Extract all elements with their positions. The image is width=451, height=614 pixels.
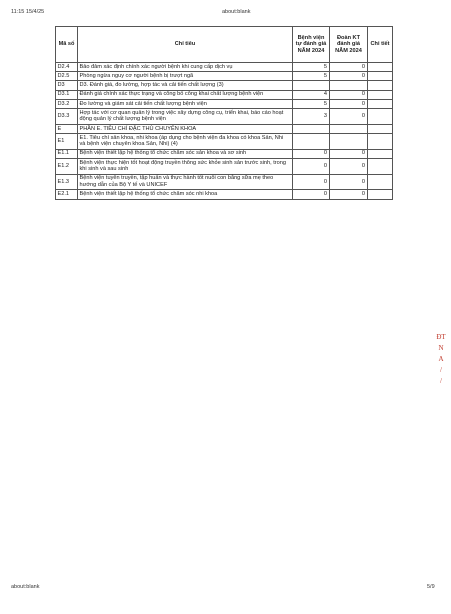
row-code: D2.4 (56, 63, 78, 72)
column-header-code: Mã số (56, 27, 78, 63)
row-criteria: Bệnh viện tuyên truyền, tập huấn và thực hành tốt nuôi con bằng sữa mẹ theo hướng dẫn của Bộ Y tế và UNICEF (78, 174, 293, 190)
row-code: D3 (56, 81, 78, 90)
table-row (56, 99, 393, 108)
table-header-row (56, 27, 393, 63)
red-stamp-mark (435, 332, 447, 387)
row-code: D3.1 (56, 90, 78, 99)
row-detail (368, 108, 393, 124)
row-detail (368, 133, 393, 149)
row-criteria: Bệnh viện thiết lập hệ thống tổ chức chăm sóc nhi khoa (78, 190, 293, 199)
row-self-score: 0 (293, 158, 330, 174)
table-row (56, 174, 393, 190)
table-row (56, 158, 393, 174)
row-code: D3.3 (56, 108, 78, 124)
row-detail (368, 149, 393, 158)
row-criteria: Bảo đảm xác định chính xác người bệnh khi cung cấp dịch vụ (78, 63, 293, 72)
row-team-score: 0 (330, 158, 368, 174)
row-team-score (330, 133, 368, 149)
footer-page-indicator: 5/9 (427, 584, 435, 590)
table-row (56, 124, 393, 133)
table-row (56, 90, 393, 99)
row-team-score: 0 (330, 63, 368, 72)
row-self-score: 4 (293, 90, 330, 99)
row-detail (368, 124, 393, 133)
row-self-score (293, 124, 330, 133)
row-detail (368, 190, 393, 199)
row-team-score: 0 (330, 174, 368, 190)
stamp-glyph: / (440, 377, 442, 385)
row-team-score (330, 81, 368, 90)
row-criteria: Bệnh viện thiết lập hệ thống tổ chức chăm sóc sản khoa và sơ sinh (78, 149, 293, 158)
row-self-score: 5 (293, 63, 330, 72)
row-self-score: 0 (293, 149, 330, 158)
table-row (56, 149, 393, 158)
header-datetime: 11:15 15/4/25 (11, 9, 45, 15)
criteria-table (55, 26, 393, 200)
row-self-score: 3 (293, 108, 330, 124)
row-criteria: Hợp tác với cơ quan quản lý trong việc xây dựng công cụ, triển khai, báo cáo hoạt động quản lý chất lượng bệnh viện (78, 108, 293, 124)
row-criteria: Đo lường và giám sát cải tiến chất lượng bệnh viện (78, 99, 293, 108)
stamp-glyph: A (438, 355, 444, 363)
row-self-score: 5 (293, 72, 330, 81)
row-detail (368, 81, 393, 90)
row-detail (368, 72, 393, 81)
row-detail (368, 174, 393, 190)
row-criteria: Đánh giá chính xác thực trạng và công bố công khai chất lượng bệnh viện (78, 90, 293, 99)
row-self-score: 0 (293, 174, 330, 190)
row-team-score: 0 (330, 72, 368, 81)
row-team-score: 0 (330, 108, 368, 124)
row-code: E1.2 (56, 158, 78, 174)
row-code: E1.1 (56, 149, 78, 158)
column-header-self-assessment: Bệnh viện tự đánh giá NĂM 2024 (293, 27, 330, 63)
row-code: D3.2 (56, 99, 78, 108)
stamp-glyph: N (438, 344, 444, 352)
column-header-team-assessment: Đoàn KT đánh giá NĂM 2024 (330, 27, 368, 63)
row-code: E1 (56, 133, 78, 149)
row-self-score (293, 81, 330, 90)
row-team-score (330, 124, 368, 133)
row-criteria: Bệnh viện thực hiện tốt hoạt động truyền thông sức khỏe sinh sản trước sinh, trong khi sinh và sau sinh (78, 158, 293, 174)
row-criteria: Phòng ngừa nguy cơ người bệnh bị trượt ngã (78, 72, 293, 81)
row-code: E2.1 (56, 190, 78, 199)
row-team-score: 0 (330, 90, 368, 99)
stamp-glyph: / (440, 366, 442, 374)
row-self-score: 5 (293, 99, 330, 108)
table-row (56, 190, 393, 199)
header-page-title: about:blank (222, 9, 251, 15)
row-criteria: PHẦN E. TIÊU CHÍ ĐẶC THÙ CHUYÊN KHOA (78, 124, 293, 133)
row-team-score: 0 (330, 99, 368, 108)
row-criteria: E1. Tiêu chí sản khoa, nhi khoa (áp dụng cho bệnh viện đa khoa có khoa Sản, Nhi và bệnh viện chuyên khoa Sản, Nhi) (4) (78, 133, 293, 149)
row-team-score: 0 (330, 149, 368, 158)
table-row (56, 63, 393, 72)
row-code: E1.3 (56, 174, 78, 190)
column-header-detail: Chi tiết (368, 27, 393, 63)
table-row (56, 133, 393, 149)
row-detail (368, 99, 393, 108)
row-detail (368, 63, 393, 72)
row-detail (368, 158, 393, 174)
row-self-score: 0 (293, 190, 330, 199)
row-code: D2.5 (56, 72, 78, 81)
table-row (56, 108, 393, 124)
stamp-glyph: ĐT (436, 333, 446, 341)
row-team-score: 0 (330, 190, 368, 199)
table-row (56, 81, 393, 90)
footer-url: about:blank (11, 584, 40, 590)
row-criteria: D3. Đánh giá, đo lường, hợp tác và cải tiến chất lượng (3) (78, 81, 293, 90)
row-code: E (56, 124, 78, 133)
column-header-criteria: Chỉ tiêu (78, 27, 293, 63)
table-row (56, 72, 393, 81)
row-detail (368, 90, 393, 99)
row-self-score (293, 133, 330, 149)
